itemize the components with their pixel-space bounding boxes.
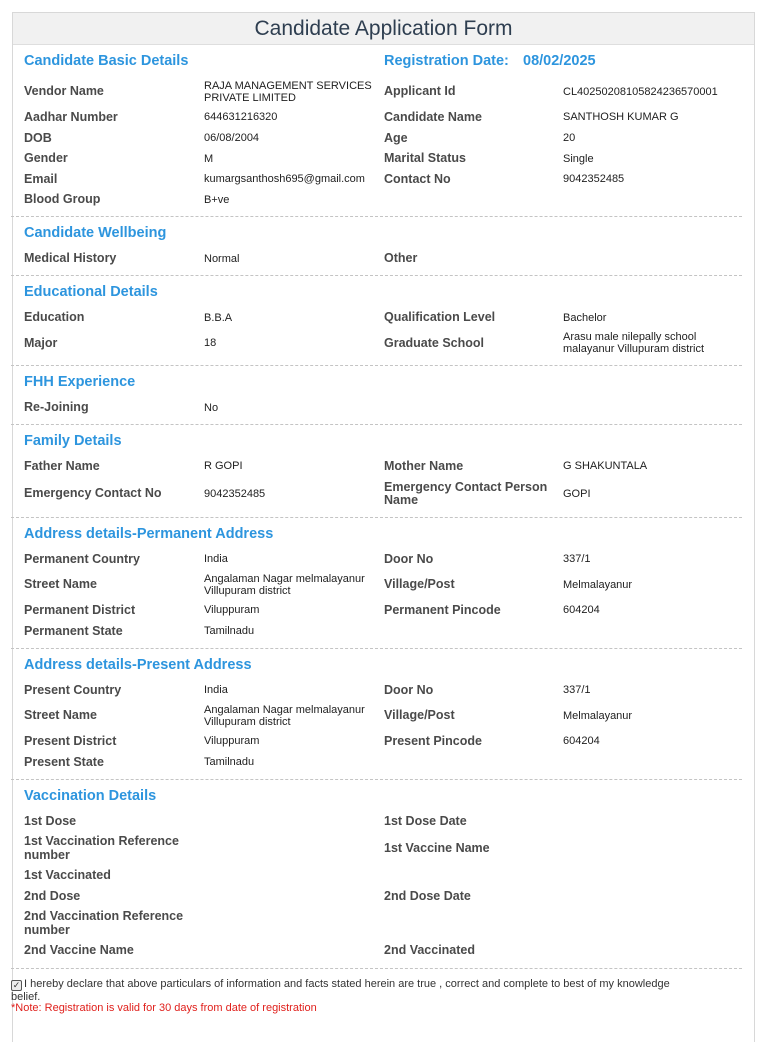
section-divider (11, 275, 742, 276)
first-vaccination-reference-label-line1: 1st Vaccination Reference (24, 834, 179, 848)
vendor-name-value-line1: RAJA MANAGEMENT SERVICES (204, 80, 372, 92)
other-label: Other (384, 251, 418, 265)
permanent-district-value: Viluppuram (204, 604, 260, 616)
marital-status-label: Marital Status (384, 151, 466, 165)
present-street-name-value-line1: Angalaman Nagar melmalayanur (204, 704, 365, 716)
registration-validity-note: *Note: Registration is valid for 30 days from date of registration (11, 1002, 317, 1014)
section-title-vaccination: Vaccination Details (24, 788, 157, 804)
qualification-level-label: Qualification Level (384, 310, 496, 324)
contact-no-label: Contact No (384, 172, 451, 186)
dob-value: 06/08/2004 (204, 132, 260, 144)
registration-date-label: Registration Date: (384, 53, 509, 69)
emergency-contact-person-value: GOPI (563, 488, 591, 500)
section-title-basic-details: Candidate Basic Details (24, 53, 189, 69)
permanent-village-post-value: Melmalayanur (563, 579, 633, 591)
blood-group-value: B+ve (204, 194, 230, 206)
marital-status-value: Single (563, 153, 594, 165)
candidate-name-label: Candidate Name (384, 110, 482, 124)
first-vaccinated-label: 1st Vaccinated (24, 868, 111, 882)
graduate-school-value-line1: Arasu male nilepally school (563, 331, 697, 343)
medical-history-value: Normal (204, 253, 240, 265)
emergency-contact-person-label-line1: Emergency Contact Person (384, 480, 548, 494)
present-pincode-label: Present Pincode (384, 734, 482, 748)
section-title-wellbeing: Candidate Wellbeing (24, 225, 167, 241)
present-country-value: India (204, 684, 228, 696)
mother-name-value: G SHAKUNTALA (563, 460, 648, 472)
first-dose-label: 1st Dose (24, 814, 77, 828)
permanent-pincode-value: 604204 (563, 604, 600, 616)
vendor-name-label: Vendor Name (24, 84, 104, 98)
second-vaccination-reference-label-line2: number (24, 923, 70, 937)
section-divider (11, 968, 742, 969)
section-divider (11, 779, 742, 780)
section-divider (11, 424, 742, 425)
mother-name-label: Mother Name (384, 459, 464, 473)
section-divider (11, 648, 742, 649)
present-district-value: Viluppuram (204, 735, 260, 747)
graduate-school-label: Graduate School (384, 336, 485, 350)
permanent-street-name-value-line2: Villupuram district (204, 585, 291, 597)
emergency-contact-no-value: 9042352485 (204, 488, 266, 500)
education-value: B.B.A (204, 312, 233, 324)
age-value: 20 (563, 132, 576, 144)
permanent-district-label: Permanent District (24, 603, 136, 617)
section-title-family: Family Details (24, 433, 122, 449)
permanent-street-name-label: Street Name (24, 577, 97, 591)
medical-history-label: Medical History (24, 251, 117, 265)
declaration-text-line2: belief. (11, 991, 41, 1003)
permanent-pincode-label: Permanent Pincode (384, 603, 501, 617)
second-dose-date-label: 2nd Dose Date (384, 889, 471, 903)
applicant-id-value: CL40250208105824236570001 (563, 86, 718, 98)
section-divider (11, 517, 742, 518)
permanent-street-name-value-line1: Angalaman Nagar melmalayanur (204, 573, 365, 585)
qualification-level-value: Bachelor (563, 312, 607, 324)
present-state-label: Present State (24, 755, 104, 769)
first-dose-date-label: 1st Dose Date (384, 814, 467, 828)
present-street-name-value-line2: Villupuram district (204, 716, 291, 728)
present-street-name-label: Street Name (24, 708, 97, 722)
present-district-label: Present District (24, 734, 117, 748)
candidate-name-value: SANTHOSH KUMAR G (563, 111, 679, 123)
permanent-country-value: India (204, 553, 228, 565)
registration-date-value: 08/02/2025 (523, 53, 596, 69)
permanent-door-no-value: 337/1 (563, 553, 591, 565)
present-village-post-label: Village/Post (384, 708, 455, 722)
major-value: 18 (204, 337, 217, 349)
rejoining-label: Re-Joining (24, 400, 89, 414)
father-name-value: R GOPI (204, 460, 243, 472)
section-divider (11, 365, 742, 366)
father-name-label: Father Name (24, 459, 100, 473)
permanent-country-label: Permanent Country (24, 552, 140, 566)
section-title-education: Educational Details (24, 284, 158, 300)
age-label: Age (384, 131, 408, 145)
section-title-present-address: Address details-Present Address (24, 657, 252, 673)
email-label: Email (24, 172, 58, 186)
contact-no-value: 9042352485 (563, 173, 625, 185)
rejoining-value: No (204, 402, 219, 414)
graduate-school-value-line2: malayanur Villupuram district (563, 343, 705, 355)
emergency-contact-no-label: Emergency Contact No (24, 486, 162, 500)
second-vaccination-reference-label-line1: 2nd Vaccination Reference (24, 909, 184, 923)
present-pincode-value: 604204 (563, 735, 600, 747)
permanent-state-label: Permanent State (24, 624, 123, 638)
vendor-name-value-line2: PRIVATE LIMITED (204, 92, 296, 104)
declaration-checkbox[interactable]: ✓ (12, 980, 21, 990)
form-title: Candidate Application Form (13, 13, 754, 45)
emergency-contact-person-label-line2: Name (384, 493, 419, 507)
email-value: kumargsanthosh695@gmail.com (204, 173, 365, 185)
section-title-fhh-experience: FHH Experience (24, 374, 136, 390)
present-country-label: Present Country (24, 683, 122, 697)
major-label: Major (24, 336, 58, 350)
declaration (11, 978, 731, 1003)
section-title-permanent-address: Address details-Permanent Address (24, 526, 274, 542)
permanent-door-no-label: Door No (384, 552, 434, 566)
declaration-text-line1: I hereby declare that above particulars of information and facts stated herein are true , correct and complete to best of my knowledge (24, 978, 670, 990)
present-door-no-label: Door No (384, 683, 434, 697)
section-divider (11, 216, 742, 217)
present-village-post-value: Melmalayanur (563, 710, 633, 722)
present-door-no-value: 337/1 (563, 684, 591, 696)
gender-value: M (204, 153, 214, 165)
second-vaccinated-label: 2nd Vaccinated (384, 943, 476, 957)
second-dose-label: 2nd Dose (24, 889, 81, 903)
first-vaccine-name-label: 1st Vaccine Name (384, 841, 490, 855)
aadhar-number-value: 644631216320 (204, 111, 278, 123)
permanent-village-post-label: Village/Post (384, 577, 455, 591)
first-vaccination-reference-label-line2: number (24, 848, 70, 862)
gender-label: Gender (24, 151, 68, 165)
second-vaccine-name-label: 2nd Vaccine Name (24, 943, 134, 957)
blood-group-label: Blood Group (24, 192, 101, 206)
education-label: Education (24, 310, 85, 324)
aadhar-number-label: Aadhar Number (24, 110, 118, 124)
permanent-state-value: Tamilnadu (204, 625, 255, 637)
dob-label: DOB (24, 131, 52, 145)
present-state-value: Tamilnadu (204, 756, 255, 768)
applicant-id-label: Applicant Id (384, 84, 456, 98)
